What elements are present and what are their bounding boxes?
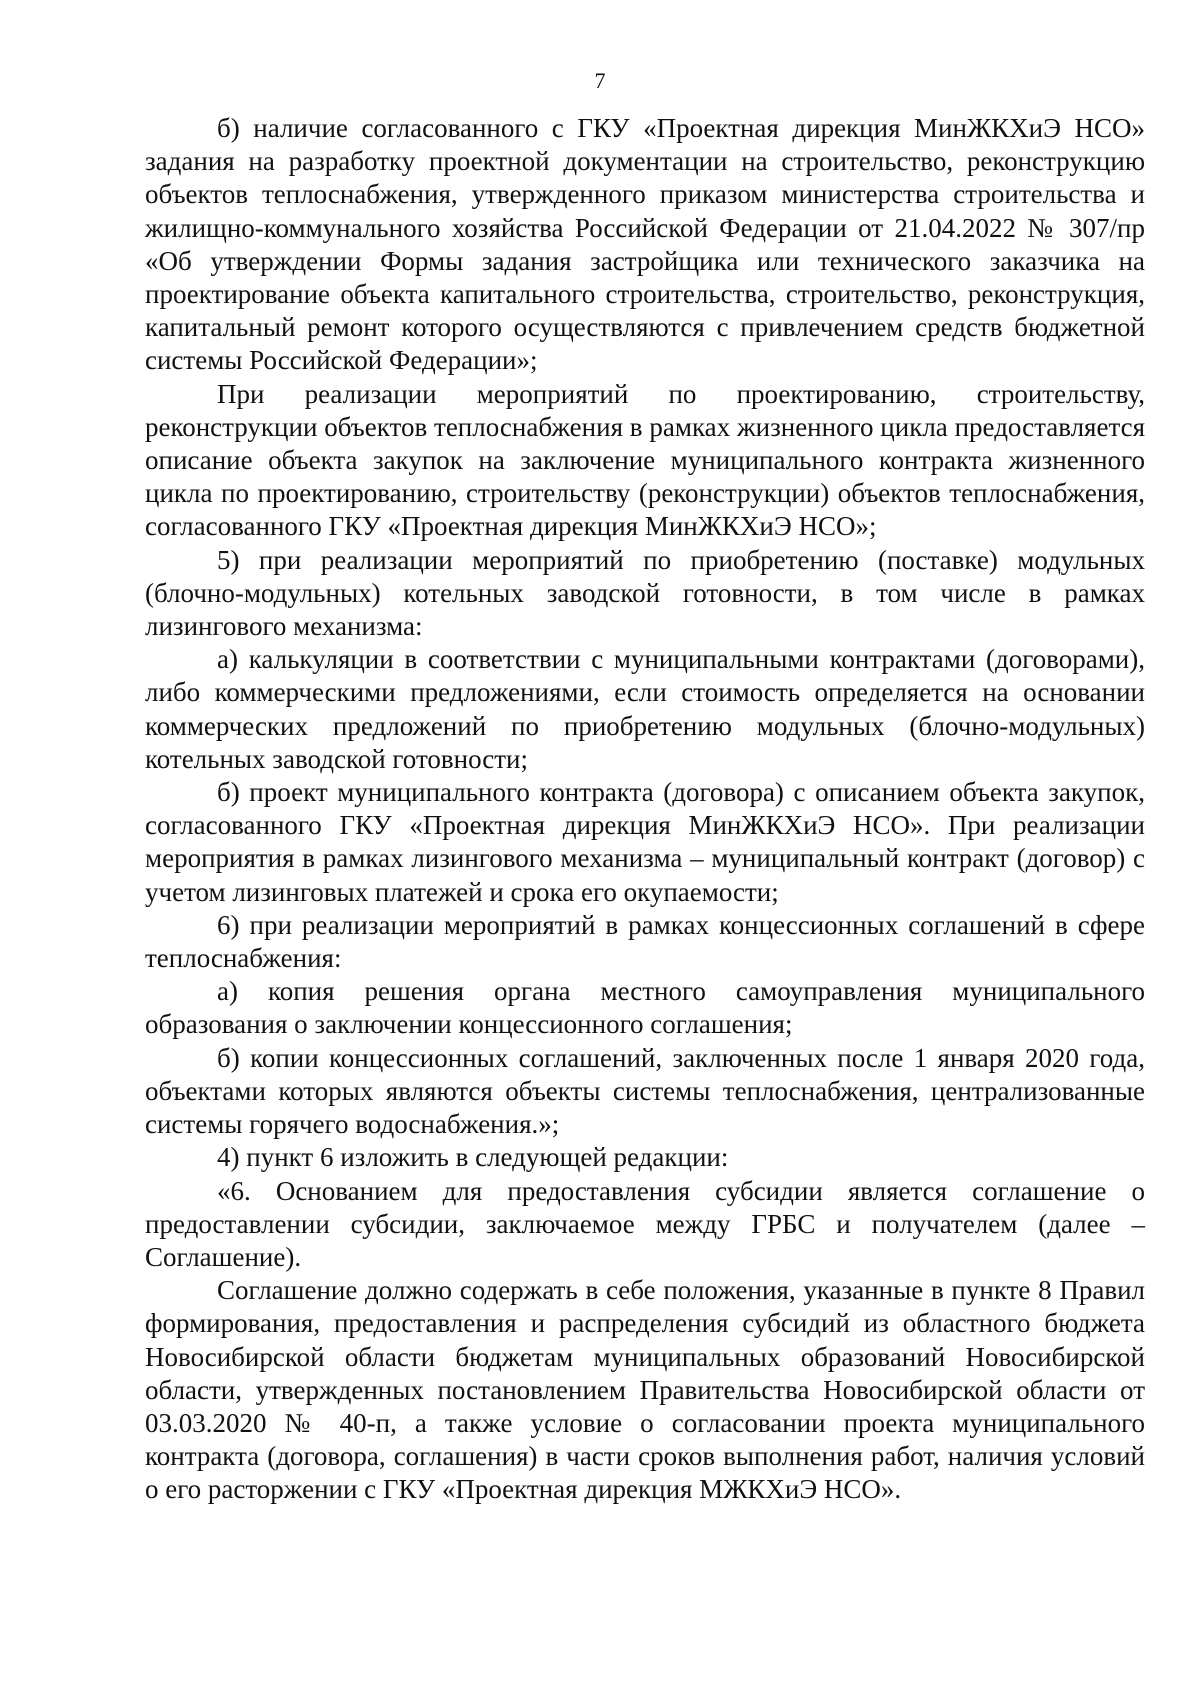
paragraph-b-contract-draft: б) проект муниципального контракта (договора) с описанием объекта закупок, согласованного ГКУ «Проектная дирекция МинЖКХиЭ НСО». При реализации мероприятия в рамках лизингового механизма – муниципальный контракт (договор) с учетом лизинговых платежей и срока его окупаемости; — [145, 777, 1145, 907]
page-number: 7 — [594, 68, 606, 93]
document-body — [145, 112, 1145, 1507]
paragraph-b-concession-copies: б) копии концессионных соглашений, заключенных после 1 января 2020 года, объектами которых являются объекты системы теплоснабжения, централизованные системы горячего водоснабжения.»; — [145, 1042, 1145, 1140]
paragraph-a-calculations: а) калькуляции в соответствии с муниципальными контрактами (договорами), либо коммерческими предложениями, если стоимость определяется на основании коммерческих предложений по приобретению модульных (блочно-модульных) котельных заводской готовности; — [145, 644, 1145, 774]
paragraph-b-project-assignment: б) наличие согласованного с ГКУ «Проектная дирекция МинЖКХиЭ НСО» задания на разработку проектной документации на строительство, реконструкцию объектов теплоснабжения, утвержденного приказом министерства строительства и жилищно-коммунального хозяйства Российской Федерации от 21.04.2022 № 307/пр «Об утверждении Формы задания застройщика или технического заказчика на проектирование объекта капитального строительства, строительство, реконструкция, капитальный ремонт которого осуществляются с привлечением средств бюджетной системы Российской Федерации»; — [145, 113, 1145, 376]
paragraph-6-basis: «6. Основанием для предоставления субсидии является соглашение о предоставлении субсидии, заключаемое между ГРБС и получателем (далее – Соглашение). — [145, 1175, 1145, 1272]
paragraph-4-clause-6: 4) пункт 6 изложить в следующей редакции: — [217, 1142, 729, 1173]
paragraph-a-decision-copy: а) копия решения органа местного самоуправления муниципального образования о заключении концессионного соглашения; — [145, 976, 1145, 1040]
paragraph-6-concession: 6) при реализации мероприятий в рамках концессионных соглашений в сфере теплоснабжения: — [145, 909, 1145, 974]
paragraph-agreement-content: Соглашение должно содержать в себе положения, указанные в пункте 8 Правил формирования, предоставления и распределения субсидий из областного бюджета Новосибирской области бюджетам муниципальных образований Новосибирской области, утвержденных постановлением Правительства Новосибирской области от 03.03.2020 № 40-п, а также условие о согласовании проекта муниципального контракта (договора, соглашения) в части сроков выполнения работ, наличия условий о его расторжении с ГКУ «Проектная дирекция МЖКХиЭ НСО». — [145, 1275, 1145, 1505]
paragraph-life-cycle: При реализации мероприятий по проектированию, строительству, реконструкции объектов теплоснабжения в рамках жизненного цикла предоставляется описание объекта закупок на заключение муниципального контракта жизненного цикла по проектированию, строительству (реконструкции) объектов теплоснабжения, согласованного ГКУ «Проектная дирекция МинЖКХиЭ НСО»; — [145, 378, 1145, 542]
paragraph-5-modular-boilers: 5) при реализации мероприятий по приобретению (поставке) модульных (блочно-модульных) котельных заводской готовности, в том числе в рамках лизингового механизма: — [145, 544, 1145, 642]
